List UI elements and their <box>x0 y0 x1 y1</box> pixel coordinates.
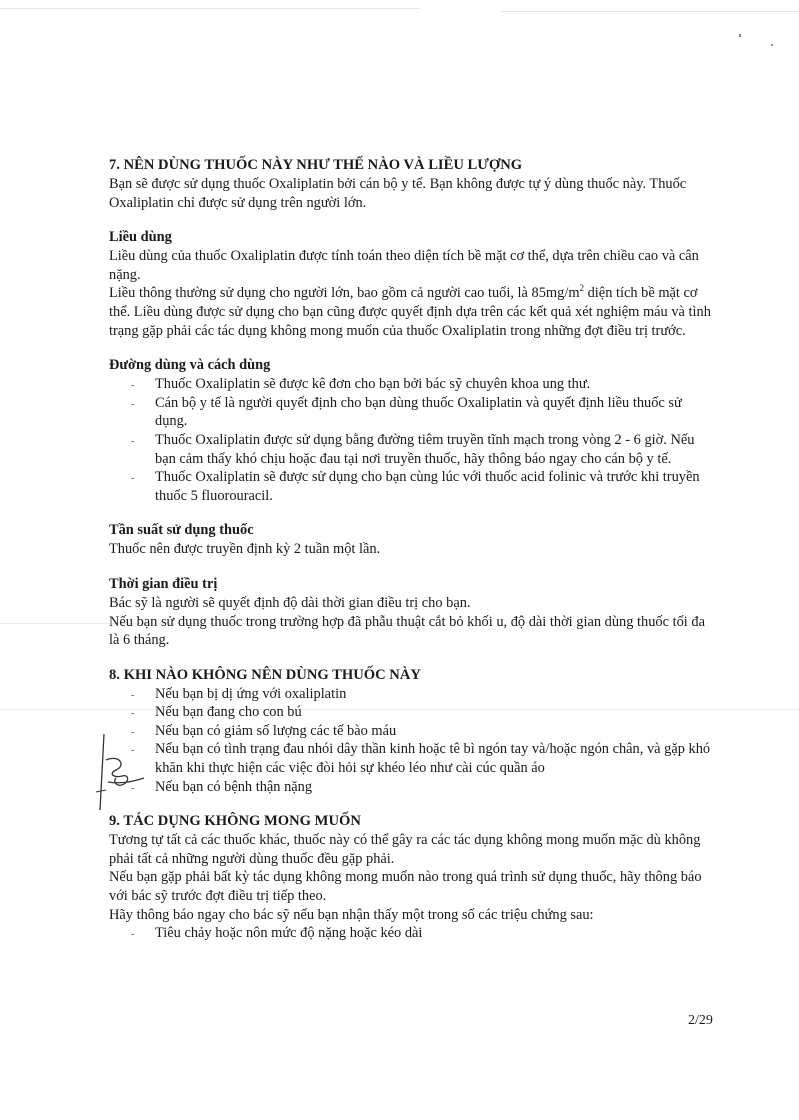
dose-paragraph-2: Liều thông thường sử dụng cho người lớn, bao gồm cả người cao tuổi, là $85mg/m^2$ diện tích bề mặt cơ thể. Liều dùng được sử dụng cho bạn cũng được quyết định dựa trên các kết quả xét nghiệm máu và tình trạng gặp phải các tác dụng không mong muốn của thuốc Oxaliplatin trong những đợt điều trị trước. <box>109 283 711 339</box>
list-item: - Thuốc Oxaliplatin được sử dụng bằng đường tiêm truyền tĩnh mạch trong vòng 2 - 6 giờ. Nếu bạn cảm thấy khó chịu hoặc đau tại nơi truyền thuốc, hãy thông báo ngay cho cán bộ y tế. <box>109 431 714 468</box>
section-8-heading: 8. KHI NÀO KHÔNG NÊN DÙNG THUỐC NÀY <box>109 666 421 683</box>
list-item: - Nếu bạn bị dị ứng với oxaliplatin <box>109 685 714 704</box>
list-item: - Tiêu chảy hoặc nôn mức độ nặng hoặc kéo dài <box>109 924 714 943</box>
section-9-heading: 9. TÁC DỤNG KHÔNG MONG MUỐN <box>109 813 361 830</box>
route-list <box>109 375 714 505</box>
list-item: - Nếu bạn có bệnh thận nặng <box>109 778 714 797</box>
dose-paragraph-1: Liều dùng của thuốc Oxaliplatin được tính toán theo diện tích bề mặt cơ thể, dựa trên chiều cao và cân nặng. <box>109 248 699 283</box>
list-item: - Cán bộ y tế là người quyết định cho bạn dùng thuốc Oxaliplatin và quyết định liều thuốc sử dụng. <box>109 394 714 431</box>
frequency-text: Thuốc nên được truyền định kỳ 2 tuần một lần. <box>109 541 381 558</box>
list-item: - Thuốc Oxaliplatin sẽ được sử dụng cho bạn cùng lúc với thuốc acid folinic và trước khi truyền thuốc 5 fluorouracil. <box>109 468 714 505</box>
list-item: - Nếu bạn có giảm số lượng các tế bào máu <box>109 722 714 741</box>
section-9-paragraph-2: Nếu bạn gặp phải bất kỳ tác dụng không mong muốn nào trong quá trình sử dụng thuốc, hãy thông báo với bác sỹ trước đợt điều trị tiếp theo. <box>109 869 702 905</box>
section-9-paragraph-3: Hãy thông báo ngay cho bác sỹ nếu bạn nhận thấy một trong số các triệu chứng sau: <box>109 906 594 923</box>
list-item: - Nếu bạn đang cho con bú <box>109 703 714 722</box>
duration-paragraph-1: Bác sỹ là người sẽ quyết định độ dài thời gian điều trị cho bạn. <box>109 594 471 611</box>
handwritten-signature <box>86 732 146 812</box>
list-item: - Thuốc Oxaliplatin sẽ được kê đơn cho bạn bởi bác sỹ chuyên khoa ung thư. <box>109 375 714 394</box>
list-item: - Nếu bạn có tình trạng đau nhói dây thần kinh hoặc tê bì ngón tay và/hoặc ngón chân, và gặp khó khăn khi thực hiện các việc đòi hỏi sự khéo léo như cài cúc quần áo <box>109 740 714 777</box>
frequency-heading: Tần suất sử dụng thuốc <box>109 522 254 539</box>
contraindication-list <box>109 685 714 797</box>
duration-heading: Thời gian điều trị <box>109 575 218 592</box>
scan-line <box>500 11 799 12</box>
section-9-paragraph-1: Tương tự tất cả các thuốc khác, thuốc này có thể gây ra các tác dụng không mong muốn mặc dù không phải tất cả những người dùng thuốc đều gặp phải. <box>109 832 701 867</box>
side-effect-list <box>109 924 714 943</box>
scan-speck <box>739 34 741 37</box>
page-number: 2/29 <box>688 1013 713 1028</box>
document-body <box>109 156 714 943</box>
scan-line <box>0 8 420 9</box>
scan-speck <box>771 44 773 46</box>
section-7-intro: Bạn sẽ được sử dụng thuốc Oxaliplatin bởi cán bộ y tế. Bạn không được tự ý dùng thuốc này. Thuốc Oxaliplatin chỉ được sử dụng trên người lớn. <box>109 176 687 211</box>
route-heading: Đường dùng và cách dùng <box>109 357 271 374</box>
section-7-heading: 7. NÊN DÙNG THUỐC NÀY NHƯ THẾ NÀO VÀ LIỀU LƯỢNG <box>109 157 523 173</box>
dose-heading: Liều dùng <box>109 229 172 246</box>
duration-paragraph-2: Nếu bạn sử dụng thuốc trong trường hợp đã phẫu thuật cắt bỏ khối u, độ dài thời gian dùng thuốc tối đa là 6 tháng. <box>109 613 705 649</box>
